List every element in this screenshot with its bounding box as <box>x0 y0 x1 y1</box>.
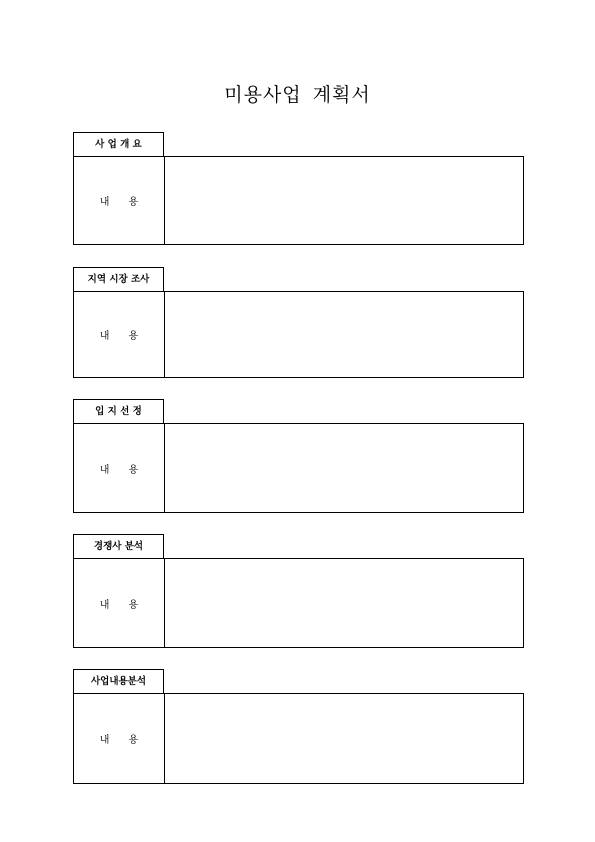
content-label: 내 용 <box>74 292 165 377</box>
content-label: 내 용 <box>74 157 165 244</box>
content-label: 내 용 <box>74 559 165 647</box>
content-field[interactable] <box>165 559 523 647</box>
content-field[interactable] <box>165 157 523 244</box>
section-table <box>73 291 524 378</box>
content-field[interactable] <box>165 424 523 512</box>
content-label: 내 용 <box>74 694 165 783</box>
section-header: 지역 시장 조사 <box>73 267 164 291</box>
section-table <box>73 693 524 784</box>
page-title: 미용사업 계획서 <box>224 84 371 106</box>
content-field[interactable] <box>165 694 523 783</box>
section-header: 사업내용분석 <box>73 669 164 693</box>
section-table <box>73 156 524 245</box>
section-header: 경쟁사 분석 <box>73 534 164 558</box>
content-field[interactable] <box>165 292 523 377</box>
section-header: 사 업 개 요 <box>73 132 164 156</box>
section-table <box>73 423 524 513</box>
section-header: 입 지 선 정 <box>73 399 164 423</box>
section-table <box>73 558 524 648</box>
content-label: 내 용 <box>74 424 165 512</box>
